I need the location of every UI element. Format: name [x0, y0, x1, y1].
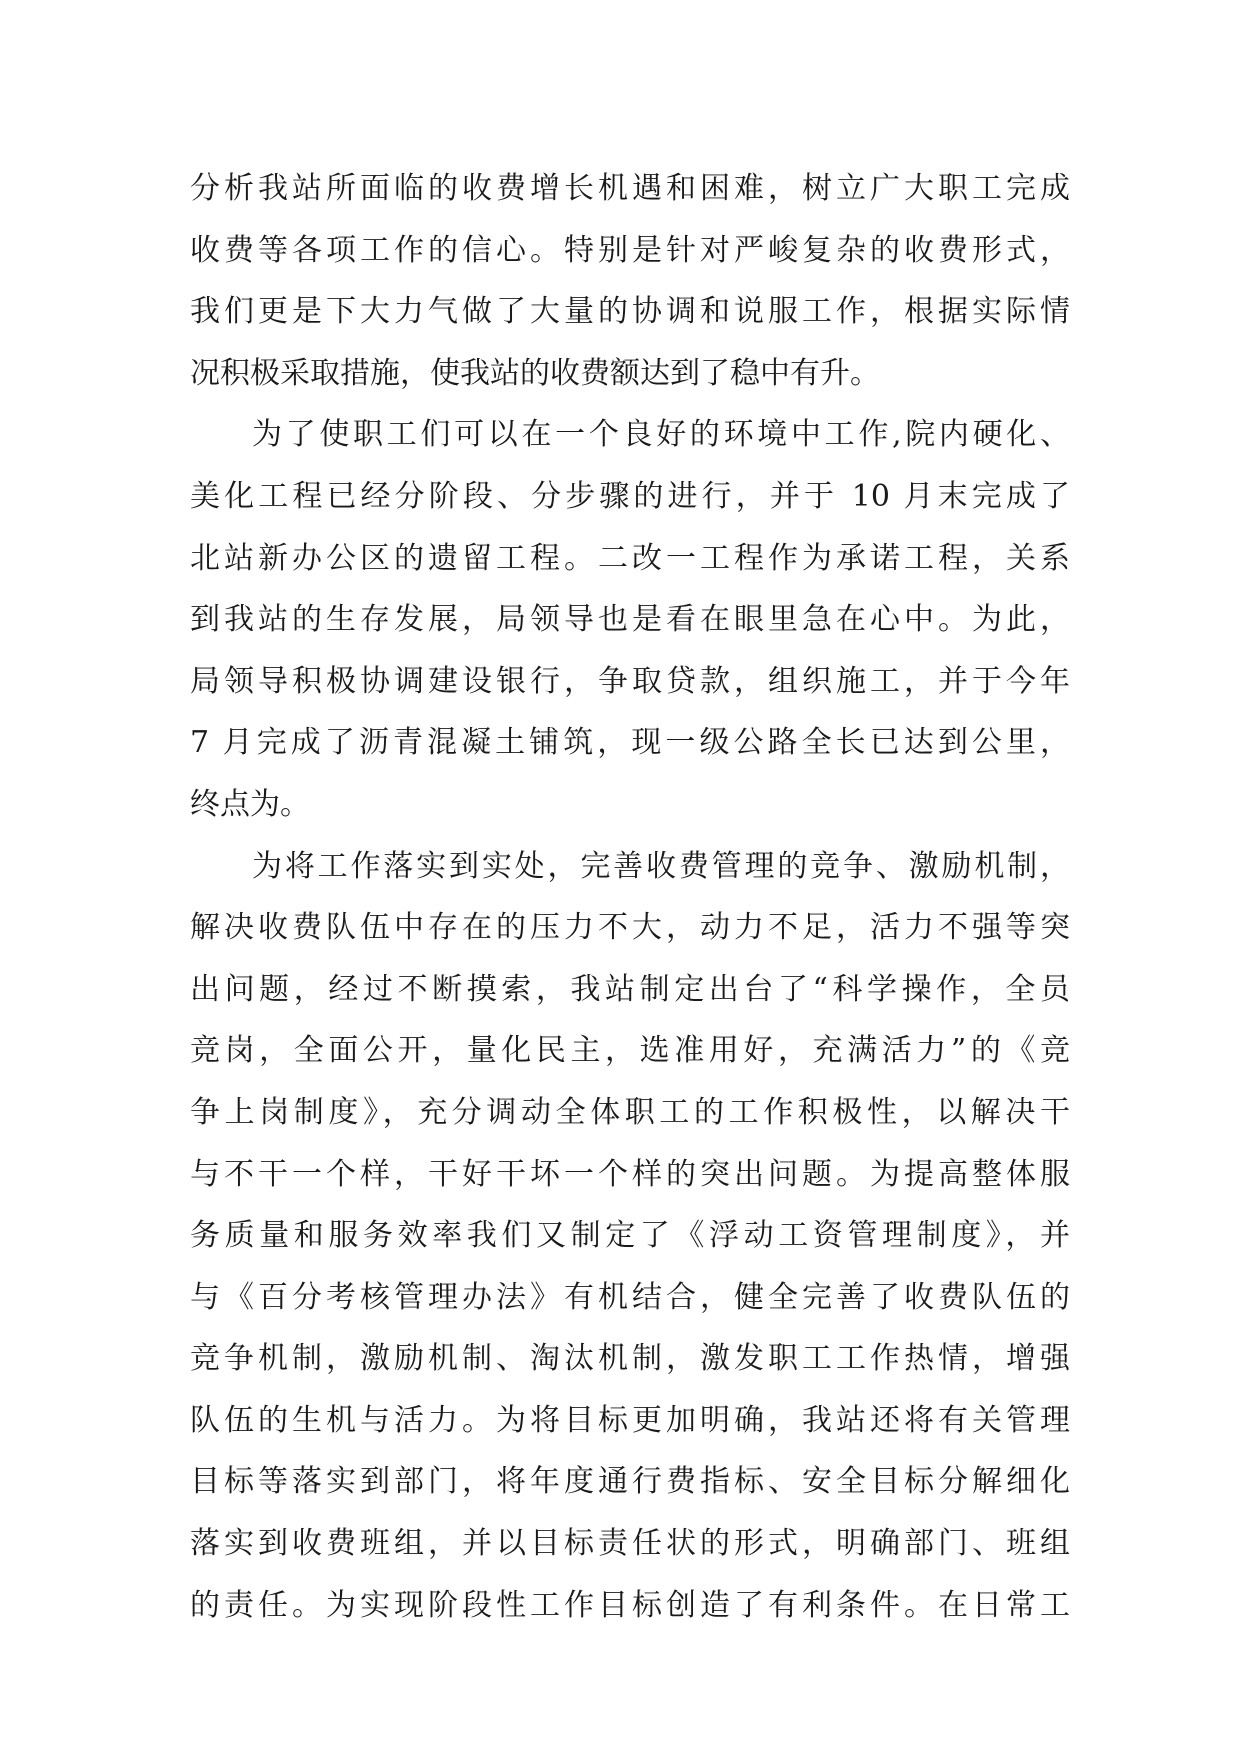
- text-line: 收费等各项工作的信心。特别是针对严峻复杂的收费形式，: [190, 232, 1070, 268]
- text-line: 解决收费队伍中存在的压力不大，动力不足，活力不强等突: [190, 910, 1070, 946]
- text-line: 争上岗制度》，充分调动全体职工的工作积极性，以解决干: [190, 1094, 1070, 1130]
- text-line: 的责任。为实现阶段性工作目标创造了有利条件。在日常工: [190, 1587, 1070, 1623]
- text-line: 落实到收费班组，并以目标责任状的形式，明确部门、班组: [190, 1526, 1070, 1562]
- document-body: [190, 158, 1070, 1636]
- text-line: 竞争机制，激励机制、淘汰机制，激发职工工作热情，增强: [190, 1341, 1070, 1377]
- text-line: 北站新办公区的遗留工程。二改一工程作为承诺工程，关系: [190, 540, 1070, 576]
- text-line: 务质量和服务效率我们又制定了《浮动工资管理制度》，并: [190, 1218, 1070, 1254]
- text-line: 到我站的生存发展，局领导也是看在眼里急在心中。为此，: [190, 602, 1070, 638]
- text-line: 况积极采取措施，使我站的收费额达到了稳中有升。: [190, 355, 880, 391]
- text-line: 局领导积极协调建设银行，争取贷款，组织施工，并于今年: [190, 663, 1070, 699]
- text-line: 与《百分考核管理办法》有机结合，健全完善了收费队伍的: [190, 1279, 1070, 1315]
- text-line: 终点为。: [190, 786, 310, 822]
- text-line: 分析我站所面临的收费增长机遇和困难，树立广大职工完成: [190, 171, 1070, 206]
- text-line: 7 月完成了沥青混凝土铺筑，现一级公路全长已达到公里，: [190, 725, 1070, 761]
- text-line: 为了使职工们可以在一个良好的环境中工作,院内硬化、: [252, 417, 1070, 453]
- text-line: 美化工程已经分阶段、分步骤的进行，并于 10 月末完成了: [190, 478, 1070, 514]
- text-line: 出问题，经过不断摸索，我站制定出台了“科学操作，全员: [190, 971, 1070, 1007]
- text-line: 目标等落实到部门，将年度通行费指标、安全目标分解细化: [190, 1464, 1070, 1500]
- text-line: 竞岗，全面公开，量化民主，选准用好，充满活力”的《竞: [190, 1033, 1070, 1069]
- text-line: 队伍的生机与活力。为将目标更加明确，我站还将有关管理: [190, 1402, 1070, 1438]
- text-line: 为将工作落实到实处，完善收费管理的竞争、激励机制，: [252, 848, 1070, 884]
- text-line: 我们更是下大力气做了大量的协调和说服工作，根据实际情: [190, 294, 1070, 330]
- text-line: 与不干一个样，干好干坏一个样的突出问题。为提高整体服: [190, 1156, 1070, 1192]
